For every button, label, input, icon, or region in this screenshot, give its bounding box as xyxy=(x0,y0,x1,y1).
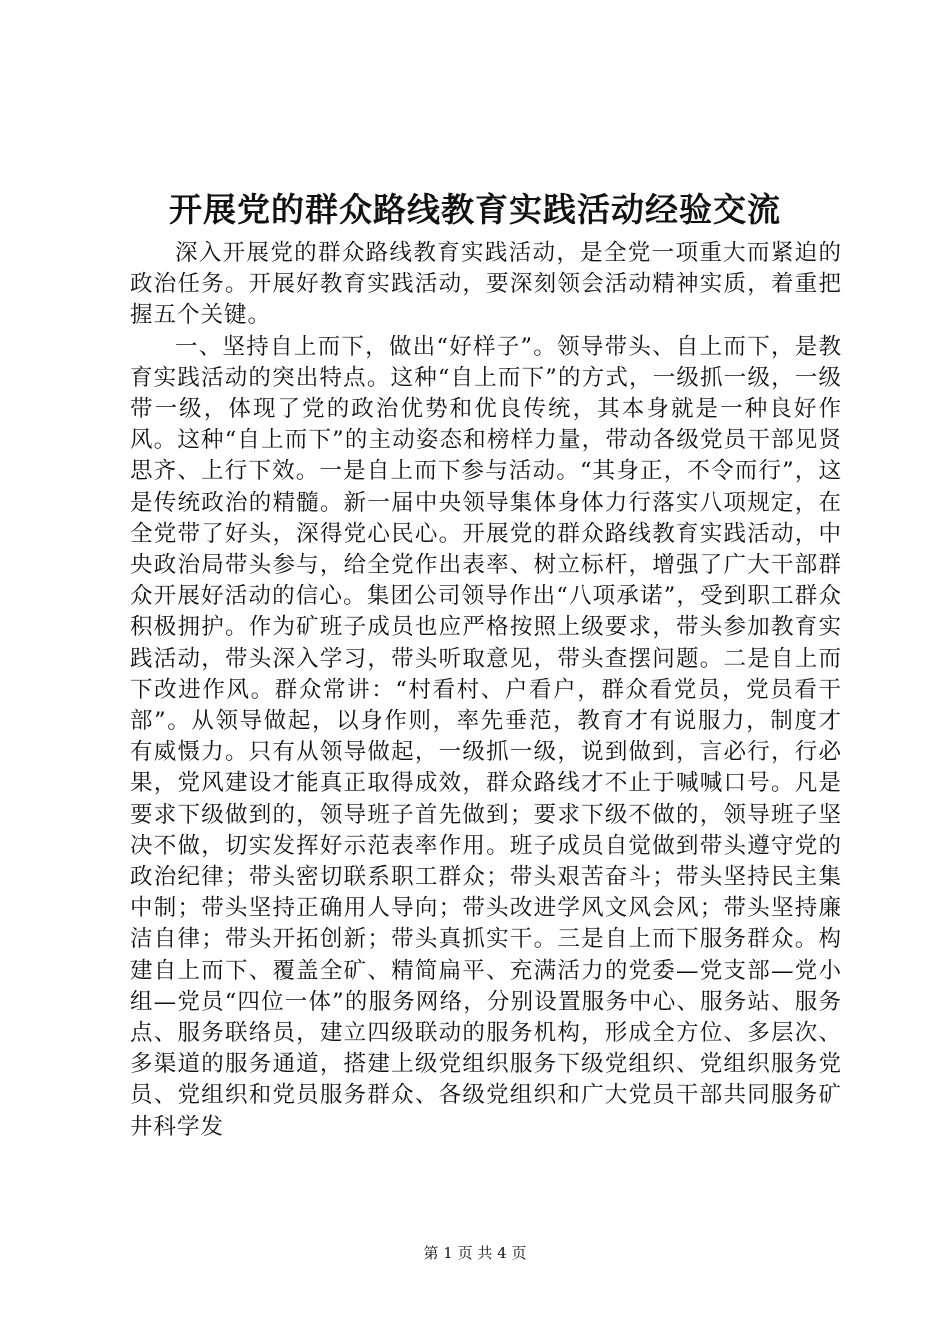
page-footer: 第 1 页 共 4 页 xyxy=(423,1244,527,1262)
document-title: 开展党的群众路线教育实践活动经验交流 xyxy=(169,190,781,229)
paragraph-section-1: 一、坚持自上而下，做出“好样子”。领导带头、自上而下，是教育实践活动的突出特点。这种“自上而下”的方式，一级抓一级，一级带一级，体现了党的政治优势和优良传统，其本身就是一种良好作风。这种“自上而下”的主动姿态和榜样力量，带动各级党员干部见贤思齐、上行下效。一是自上而下参与活动。“其身正，不令而行”，这是传统政治的精髓。新一届中央领导集体身体力行落实八项规定，在全党带了好头，深得党心民心。开展党的群众路线教育实践活动，中央政治局带头参与，给全党作出表率、树立标杆，增强了广大干部群众开展好活动的信心。集团公司领导作出“八项承诺”，受到职工群众积极拥护。作为矿班子成员也应严格按照上级要求，带头参加教育实践活动，带头深入学习，带头听取意见，带头查摆问题。二是自上而下改进作风。群众常讲：“村看村、户看户，群众看党员，党员看干部”。从领导做起，以身作则，率先垂范，教育才有说服力，制度才有威慑力。只有从领导做起，一级抓一级，说到做到，言必行，行必果，党风建设才能真正取得成效，群众路线才不止于喊喊口号。凡是要求下级做到的，领导班子首先做到；要求下级不做的，领导班子坚决不做，切实发挥好示范表率作用。班子成员自觉做到带头遵守党的政治纪律；带头密切联系职工群众；带头艰苦奋斗；带头坚持民主集中制；带头坚持正确用人导向；带头改进学风文风会风；带头坚持廉洁自律；带头开拓创新；带头真抓实干。三是自上而下服务群众。构建自上而下、覆盖全矿、精简扁平、充满活力的党委—党支部—党小组—党员“四位一体”的服务网络，分别设置服务中心、服务站、服务点、服务联络员，建立四级联动的服务机构，形成全方位、多层次、多渠道的服务通道，搭建上级党组织服务下级党组织、党组织服务党员、党组织和党员服务群众、各级党组织和广大党员干部共同服务矿井科学发 xyxy=(130,333,842,1140)
document-body xyxy=(130,238,842,1143)
paragraph-intro: 深入开展党的群众路线教育实践活动，是全党一项重大而紧迫的政治任务。开展好教育实践活动，要深刻领会活动精神实质，着重把握五个关键。 xyxy=(130,240,842,329)
